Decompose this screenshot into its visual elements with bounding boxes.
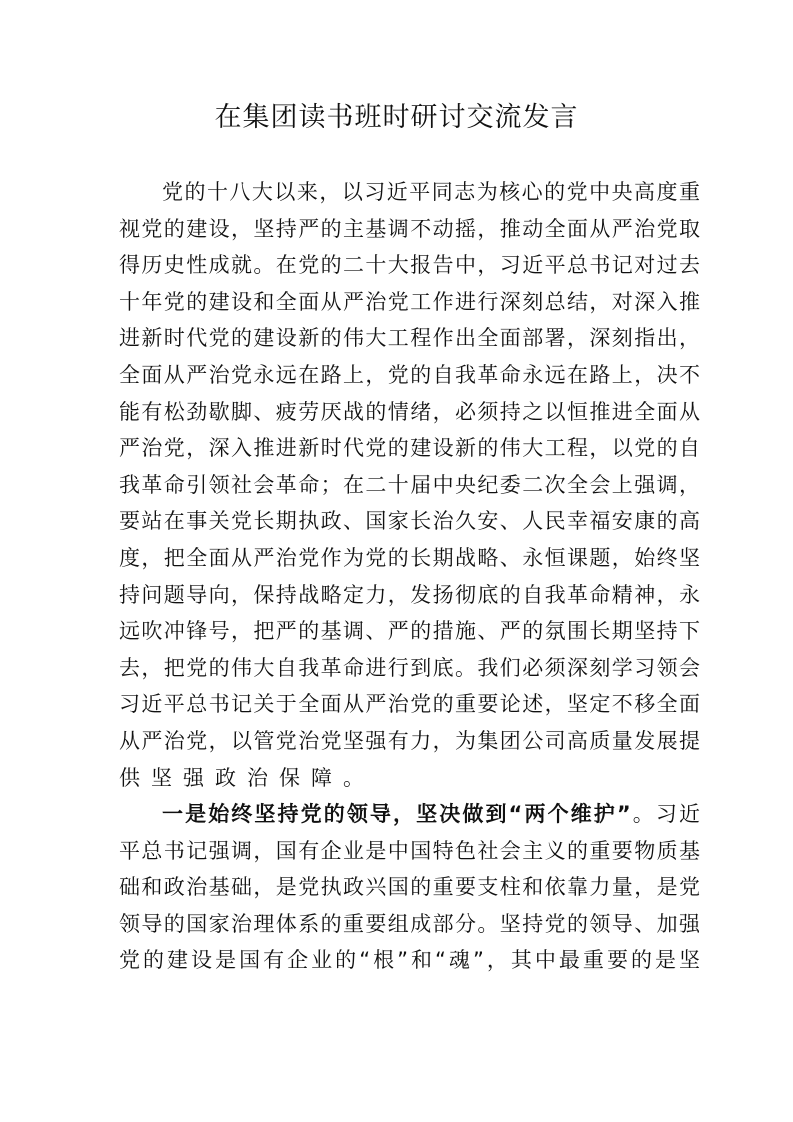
text-line: 十年党的建设和全面从严治党工作进行深刻总结，对深入推 (119, 289, 700, 314)
text-line: 严治党，深入推进新时代党的建设新的伟大工程，以党的自 (119, 436, 700, 461)
text-line: 度，把全面从严治党作为党的长期战略、永恒课题，始终坚 (119, 545, 700, 570)
text-line: 能有松劲歇脚、疲劳厌战的情绪，必须持之以恒推进全面从 (119, 399, 700, 424)
text-line: 平总书记强调，国有企业是中国特色社会主义的重要物质基 (119, 838, 700, 863)
text-line: 全面从严治党永远在路上，党的自我革命永远在路上，决不 (119, 362, 700, 387)
document-body (119, 174, 700, 979)
text-line: 去，把党的伟大自我革命进行到底。我们必须深刻学习领会 (119, 655, 700, 680)
text-line: 远吹冲锋号，把严的基调、严的措施、严的氛围长期坚持下 (119, 619, 700, 644)
text-line: 要站在事关党长期执政、国家长治久安、人民幸福安康的高 (119, 509, 700, 534)
text-line: 得历史性成就。在党的二十大报告中，习近平总书记对过去 (119, 253, 700, 278)
text-line: 习近平总书记关于全面从严治党的重要论述，坚定不移全面 (119, 692, 700, 717)
paragraph-intro (119, 174, 700, 796)
text-line: 党的建设是国有企业的“根”和“魂”，其中最重要的是坚 (119, 948, 700, 973)
text-line (119, 796, 700, 833)
section-heading: 一是始终坚持党的领导，坚决做到“两个维护” (162, 802, 631, 827)
paragraph-point-one (119, 796, 700, 979)
text-line: 进新时代党的建设新的伟大工程作出全面部署，深刻指出， (119, 326, 700, 351)
text-line: 持问题导向，保持战略定力，发扬彻底的自我革命精神，永 (119, 582, 700, 607)
text-span: 。习近 (630, 802, 700, 827)
text-line: 我革命引领社会革命；在二十届中央纪委二次全会上强调， (119, 472, 700, 497)
text-line: 视党的建设，坚持严的主基调不动摇，推动全面从严治党取 (119, 216, 700, 241)
text-line: 础和政治基础，是党执政兴国的重要支柱和依靠力量，是党 (119, 875, 700, 900)
document-title: 在集团读书班时研讨交流发言 (214, 102, 579, 133)
text-line: 领导的国家治理体系的重要组成部分。坚持党的领导、加强 (119, 911, 700, 936)
text-line: 从严治党，以管党治党坚强有力，为集团公司高质量发展提 (119, 728, 700, 753)
text-line: 党的十八大以来，以习近平同志为核心的党中央高度重 (162, 180, 700, 204)
text-line: 供坚强政治保障。 (119, 765, 375, 790)
